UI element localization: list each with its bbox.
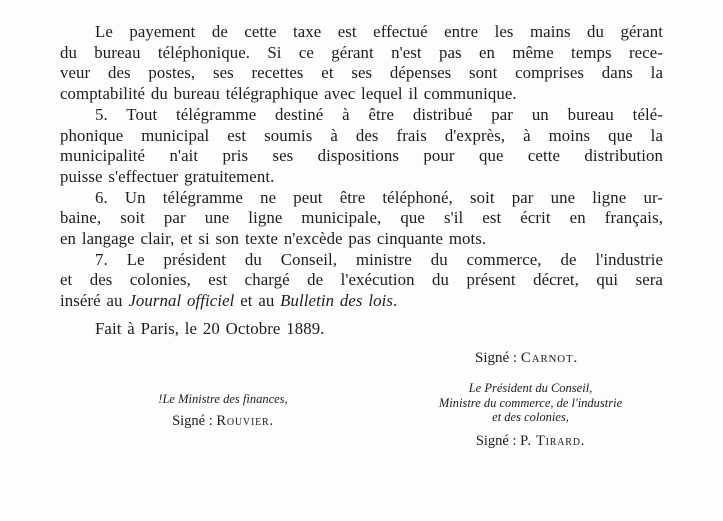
signature-carnot-name: Carnot. [520,350,579,366]
text-line [60,63,663,84]
text-line [60,270,663,291]
text-line [60,188,663,209]
text-line [60,291,663,312]
signature-rouvier-name: Rouvier. [216,413,274,429]
text-line [60,105,663,126]
text-segment: phonique municipal est soumis à des frais d'exprès, à moins que la [60,125,663,145]
text-segment: et au [234,291,281,311]
text-segment: en langage clair, et si son texte n'excède pas cinquante mots. [60,229,487,249]
decree-body-text [60,22,663,340]
president-title-line-2: Ministre du commerce, de l'industrie [438,395,623,410]
signature-tirard [408,433,653,450]
signature-tirard-label: Signé : [475,432,517,449]
text-segment: municipalité n'ait pris ses dispositions pour que cette distribution [60,146,663,166]
text-segment: Fait à Paris, le 20 Octobre 1889. [95,318,325,338]
text-line [60,208,663,229]
president-title-line-1: Le Président du Conseil, [468,381,593,395]
text-segment: inséré au [60,291,129,311]
text-segment: et des colonies, est chargé de l'exécution du présent décret, qui sera [60,270,663,290]
text-line [60,250,663,271]
signature-block-president [408,381,653,450]
italic-text-segment: Bulletin des lois [280,291,394,311]
president-title-line-3: et des colonies, [492,410,569,424]
text-segment: comptabilité du bureau télégraphique avec lequel il communique. [60,84,517,104]
text-line [60,319,663,340]
signature-block-finance-minister [118,392,328,430]
text-line [60,22,663,43]
italic-text-segment: Journal officiel [128,291,235,311]
signature-tirard-name: P. Tirard. [520,432,586,449]
signature-carnot [475,350,578,367]
text-segment: du bureau téléphonique. Si ce gérant n'est pas en même temps rece- [60,42,663,62]
text-segment: 5. Tout télégramme destiné à être distribué par un bureau télé- [95,104,663,124]
text-segment: 7. Le président du Conseil, ministre du commerce, de l'industrie [95,249,663,269]
text-line [60,146,663,167]
text-segment: 6. Un télégramme ne peut être téléphoné, soit par une ligne ur- [95,187,663,207]
text-line [60,126,663,147]
text-line [60,229,663,250]
text-segment: Le payement de cette taxe est effectué entre les mains du gérant [95,22,663,41]
text-segment: puisse s'effectuer gratuitement. [60,166,275,186]
signature-rouvier-label: Signé : [172,413,213,429]
text-segment: . [393,291,398,311]
text-segment: veur des postes, ses recettes et ses dépenses sont comprises dans la [60,63,663,83]
finance-minister-title: !Le Ministre des finances, [158,392,288,406]
signature-carnot-label: Signé : [475,350,518,366]
signature-rouvier [118,413,328,430]
text-line [60,43,663,64]
text-segment: baine, soit par une ligne municipale, que s'il est écrit en français, [60,208,663,228]
text-line [60,167,663,188]
text-line [60,84,663,105]
